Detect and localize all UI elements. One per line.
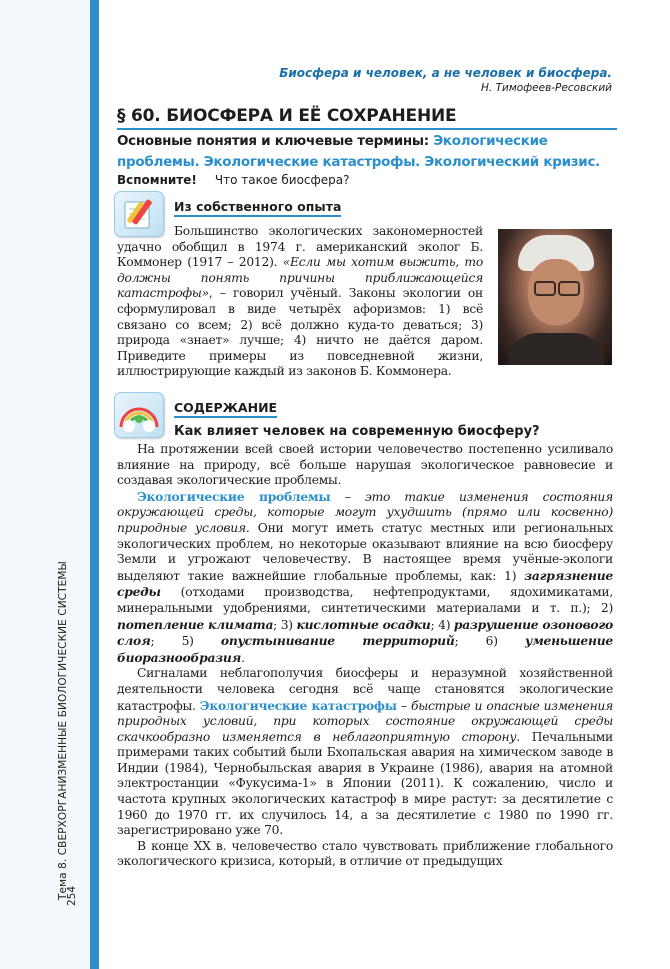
topic-label: Тема 8. СВЕРХОРГАНИЗМЕННЫЕ БИОЛОГИЧЕСКИЕ СИСТЕМЫ <box>57 561 69 900</box>
key-terms <box>117 131 615 173</box>
key-terms-label: Основные понятия и ключевые термины: <box>117 133 434 149</box>
title-underline <box>117 128 617 130</box>
rainbow-clover-icon <box>114 392 164 438</box>
page-number: 254 <box>66 885 78 906</box>
content-question: Как влияет человек на современную биосферу? <box>174 424 540 439</box>
key-terms-list: Экологические проблемы. Экологические катастрофы. Экологический кризис. <box>117 133 600 170</box>
main-text <box>117 442 613 870</box>
own-experience-heading: Из собственного опыта <box>174 199 341 217</box>
recall-label: Вспомните! <box>117 173 197 187</box>
own-experience-text: Большинство экологических закономерностей удачно обобщил в 1974 г. американский эколог Б. Коммонер (1917 – 2012). «Если мы хотим выжить, то должны понять причины приближающейся катастрофы», – говорил учёный. Законы экологии он сформулировал в виде четырёх афоризмов: 1) всё связано со всем; 2) всё должно куда-то деваться; 3) природа «знает» лучше; 4) ничто не даётся даром. Приведите примеры из повседневной жизни, иллюстрирующие каждый из законов Б. Коммонера. <box>117 224 483 379</box>
paragraph-3: Сигналами неблагополучия биосферы и неразумной хозяйственной деятельности человека сегодня всё чаще становятся экологические катастрофы. Экологические катастрофы – быстрые и опасные изменения природных условий, при которых состояние окружающей среды скачкообразно изменяется в неблагоприятную сторону. Печальными примерами таких событий были Бхопальская авария на химическом заводе в Индии (1984), Чернобыльская авария в Украине (1986), авария на атомной электростанции «Фукусима-1» в Японии (2011). К сожалению, число и частота крупных экологических катастроф в мире растут: за десятилетие с 1960 до 1970 гг. их случилось 14, а за десятилетие с 1980 по 1990 гг. зарегистрировано уже 70. <box>117 666 614 838</box>
paragraph-4: В конце XX в. человечество стало чувствовать приближение глобального экологического кризиса, который, в отличие от предыдущих <box>117 838 613 869</box>
paragraph-1: На протяжении всей своей истории человечество постепенно усиливало влияние на природу, всё больше нарушая экологическое равновесие и создавая экологические проблемы. <box>117 442 613 488</box>
recall-prompt <box>117 173 350 187</box>
epigraph-quote: Биосфера и человек, а не человек и биосфера. <box>279 66 612 80</box>
paragraph-2: Экологические проблемы – это такие изменения состояния окружающей среды, которые могут ухудшить (прямо или косвенно) природные условия. Они могут иметь статус местных или региональных экологических проблем, но некоторые оказывают влияние на всю биосферу Земли и угрожают человечеству. В настоящее время учёные-экологи выделяют такие важнейшие глобальные проблемы, как: 1) загрязнение среды (отходами производства, нефтепродуктами, ядохимикатами, минеральными удобрениями, синтетическими материалами и т. п.); 2) потепление климата; 3) кислотные осадки; 4) разрушение озонового слоя; 5) опустынивание территорий; 6) уменьшение биоразнообразия. <box>117 488 614 665</box>
section-title <box>117 106 617 126</box>
page-sidebar <box>0 0 99 969</box>
content-heading: СОДЕРЖАНИЕ <box>174 400 277 418</box>
epigraph-author: Н. Тимофеев-Ресовский <box>481 82 612 94</box>
section-title-text: § 60. БИОСФЕРА И ЕЁ СОХРАНЕНИЕ <box>117 106 457 126</box>
epigraph <box>279 66 612 94</box>
commoner-portrait-photo <box>498 229 612 365</box>
recall-question: Что такое биосфера? <box>214 173 350 187</box>
